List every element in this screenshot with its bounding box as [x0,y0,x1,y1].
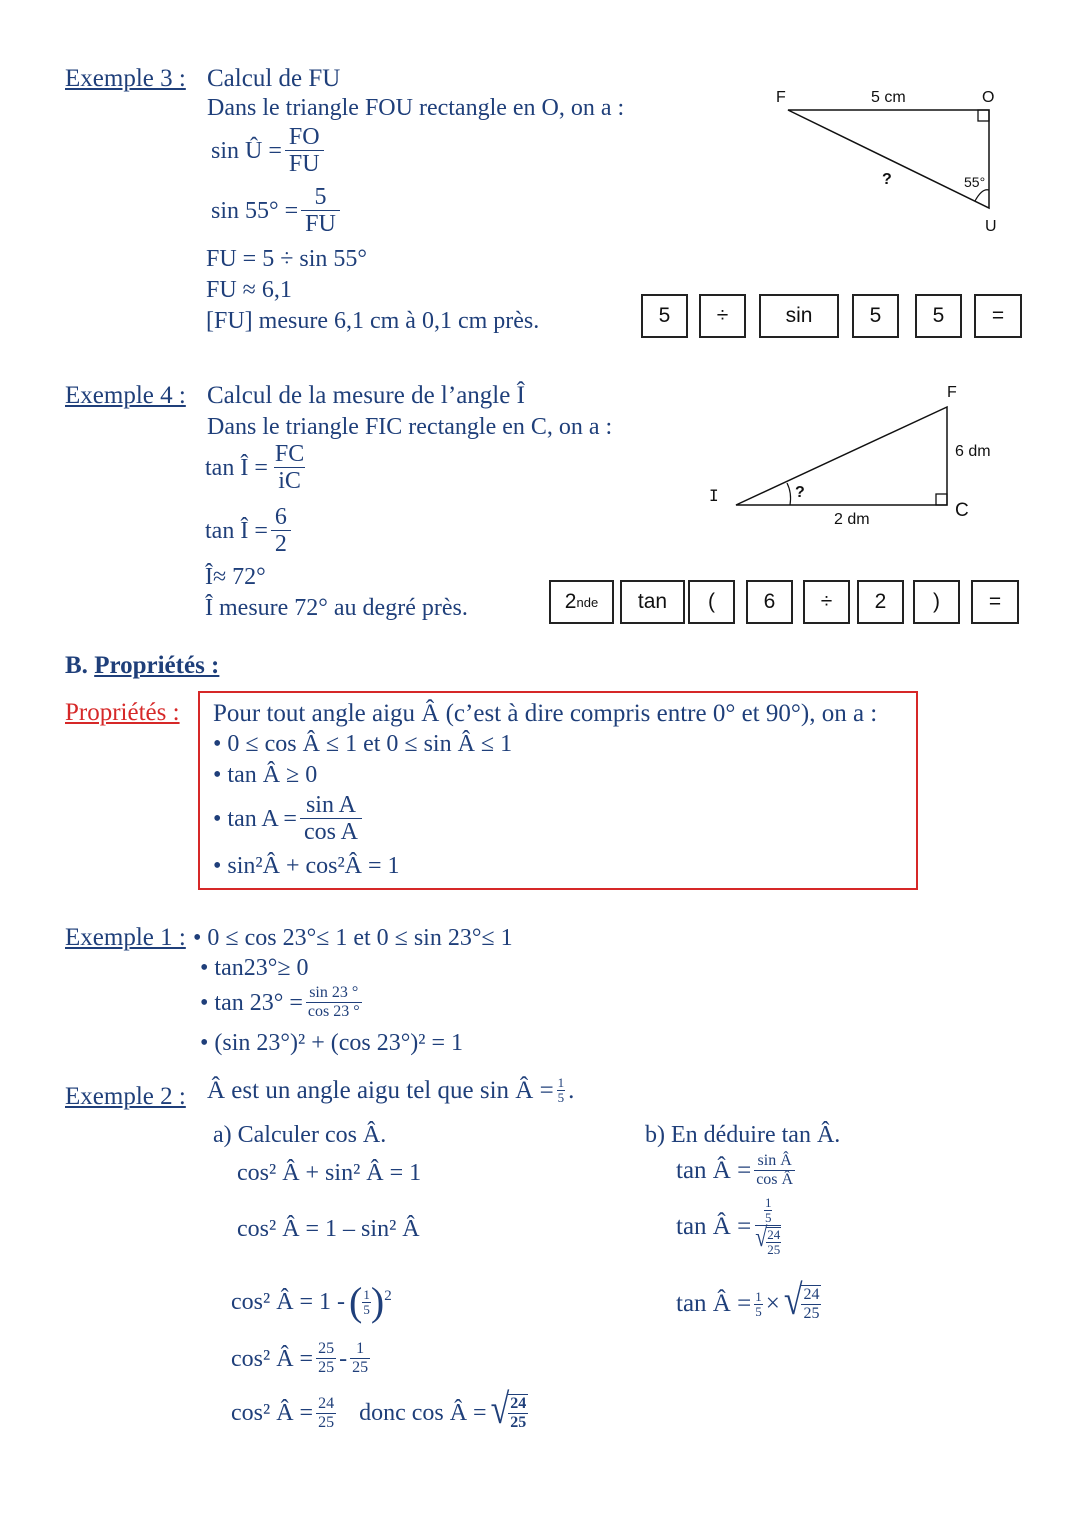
calc-key-2: 2 [857,580,904,624]
part-b-line-2 [676,1196,781,1257]
example-1-line-1: • 0 ≤ cos 23°≤ 1 et 0 ≤ sin 23°≤ 1 [193,925,513,951]
denominator: 2 [271,530,291,557]
numerator: 1 [755,1288,762,1304]
vertex-u-label: U [985,218,997,235]
denominator: FU [301,210,340,237]
denominator: cos Â [756,1171,794,1188]
example-1-line-4: • (sin 23°)² + (cos 23°)² = 1 [200,1030,464,1056]
calc-key-sin: sin [759,294,839,338]
fraction [271,504,291,557]
numerator: 24 [803,1286,820,1303]
calc-key-tan: tan [620,580,685,624]
formula-lhs: tan Â = [676,1156,752,1184]
denominator: FU [285,150,324,177]
denominator: 5 [755,1303,762,1319]
section-title: Propriétés : [94,652,220,679]
part-b-line-3 [676,1277,821,1324]
denominator: 5 [363,1301,370,1317]
calc-key-equals: = [971,580,1019,624]
property-cos-sin-range: • 0 ≤ cos Â ≤ 1 et 0 ≤ sin Â ≤ 1 [213,731,513,757]
numerator: 24 [318,1394,335,1412]
example-1-label: Exemple 1 : [65,924,186,951]
denominator: 25 [510,1414,527,1431]
fraction [508,1395,528,1432]
times-sign: × [765,1290,780,1317]
formula-lhs: • tan 23° = [200,989,303,1016]
formula-lhs: cos² Â = [231,1400,314,1426]
numerator: sin A [305,792,356,818]
fraction [271,441,308,494]
vertex-c-label: C [955,500,969,521]
example-3-conclusion: [FU] mesure 6,1 cm à 0,1 cm près. [206,308,540,334]
section-b-heading [65,652,219,680]
numerator: sin Â [757,1152,792,1169]
square-root: √ $\frac{24}{25}$ [783,1277,820,1324]
denominator: 25 [318,1413,335,1431]
intro-text: Â est un angle aigu tel que sin Â = [207,1076,554,1104]
conclusion-text: donc cos Â = [359,1400,487,1426]
fraction [362,1288,371,1317]
fraction [766,1228,781,1257]
calc-key-close-paren: ) [913,580,960,624]
denominator: 25 [318,1359,335,1376]
properties-intro: Pour tout angle aigu Â (c’est à dire compris entre 0° et 90°), on a : [213,700,878,727]
example-3-title: Calcul de FU [207,65,341,92]
denominator: iC [274,467,305,494]
part-b-line-1 [676,1152,798,1189]
formula-lhs: sin 55° = [211,197,299,224]
formula-lhs: • tan A = [213,805,297,832]
formula-lhs: tan Â = [676,1290,752,1317]
calc-key-5b: 5 [852,294,899,338]
example-1-line-2: • tan23°≥ 0 [200,955,309,981]
calc-key-5: 5 [641,294,688,338]
numerator: 1 [557,1075,565,1090]
square-root: √ $\frac{24}{25}$ [755,1220,781,1257]
example-4-label: Exemple 4 : [65,382,186,409]
calc-key-2nde [549,580,614,624]
denominator: 25 [352,1359,369,1376]
side-fo-length: 5 cm [871,89,906,106]
denominator: 5 [764,1210,772,1225]
formula-lhs: sin Û = [211,137,282,164]
numerator: 5 [314,184,327,210]
denominator: cos 23 ° [307,1003,360,1020]
numerator: 24 [510,1395,527,1412]
example-4-tan-values [205,504,294,557]
numerator: FC [274,441,305,467]
example-4-conclusion: Î mesure 72° au degré près. [205,595,468,621]
numerator: 1 [356,1340,365,1357]
vertex-o-label: O [982,89,995,106]
fraction [557,1076,566,1105]
example-4-intro: Dans le triangle FIC rectangle en C, on a : [207,414,613,440]
fraction [300,792,362,845]
part-a-line-2: cos² Â = 1 – sin² Â [237,1216,420,1242]
denominator: 5 [557,1090,565,1105]
hypotenuse-unknown: ? [882,171,892,188]
calc-key-open-paren: ( [688,580,735,624]
angle-i-unknown: ? [795,484,805,501]
example-3-intro: Dans le triangle FOU rectangle en O, on a : [207,95,625,121]
exponent: 2 [384,1288,392,1304]
fraction [306,984,362,1021]
example-1-tan-ratio [200,984,365,1021]
section-number: B. [65,652,88,679]
part-a-line-1: cos² Â + sin² Â = 1 [237,1160,422,1186]
vertex-f-label: F [776,89,786,106]
angle-u-label: 55° [964,174,986,190]
fraction [754,1290,763,1319]
denominator: 25 [803,1305,820,1322]
example-3-sin-formula [211,124,327,177]
example-3-line-4: FU ≈ 6,1 [206,277,292,303]
properties-label: Propriétés : [65,699,180,726]
fraction [754,1152,795,1189]
property-pythagorean-identity: • sin²Â + cos²Â = 1 [213,853,400,879]
part-a-line-4: cos² Â = $\frac{25}{25}$ - $\frac{1}{25}$ [231,1340,369,1376]
example-3-label: Exemple 3 : [65,65,186,92]
part-a-line-3: cos² Â = 1 - ( $\frac{1}{5}$ ) 2 [231,1279,392,1324]
denominator: cos A [300,818,362,845]
property-tan-positive: • tan Â ≥ 0 [213,762,318,788]
side-fc-length: 6 dm [955,443,991,460]
fraction [301,184,340,237]
calc-key-6: 6 [746,580,793,624]
side-ic-length: 2 dm [834,511,870,528]
numerator: sin 23 ° [309,984,359,1001]
numerator: 1 [764,1195,772,1210]
formula-lhs: cos² Â = 1 - [231,1289,346,1315]
example-4-approx: Î≈ 72° [205,564,266,590]
formula-lhs: tan Â = [676,1212,752,1240]
calc-key-equals: = [974,294,1022,338]
fraction [316,1395,336,1432]
denominator: 25 [767,1242,781,1257]
part-a-line-5 [231,1386,528,1433]
fraction [350,1340,370,1377]
fraction [801,1286,821,1323]
formula-lhs: tan Î = [205,454,268,481]
formula-lhs: tan Î = [205,517,268,544]
formula-lhs: cos² Â = [231,1345,314,1372]
fraction-bar [755,1220,781,1257]
compound-fraction [755,1196,781,1257]
numerator: FO [288,124,320,150]
square-root: √ $\frac{24}{25}$ [490,1386,527,1433]
vertex-f-label: F [947,384,957,401]
example-2-label: Exemple 2 : [65,1083,186,1110]
numerator: 1 [363,1286,370,1302]
calc-key-divide: ÷ [699,294,746,338]
example-4-tan-formula [205,441,311,494]
example-2-intro: Â est un angle aigu tel que sin Â = $\frac{1}{5}$ . [207,1075,575,1105]
key-superscript: nde [576,594,599,610]
numerator: 24 [767,1227,781,1242]
example-4-title: Calcul de la mesure de l’angle Î [207,382,525,409]
calc-key-divide: ÷ [803,580,850,624]
numerator: 6 [274,504,287,530]
question-a: a) Calculer cos Â. [213,1122,387,1148]
numerator: 25 [318,1340,335,1357]
example-3-sin55-formula [211,184,343,237]
vertex-i-label: I [709,486,719,505]
calc-key-5c: 5 [915,294,962,338]
key-text: 2 [564,590,577,613]
example-3-line-3: FU = 5 ÷ sin 55° [206,246,367,272]
question-b: b) En déduire tan Â. [645,1122,841,1148]
property-tan-ratio [213,792,365,845]
fraction [285,124,324,177]
triangle-fic-diagram [720,395,970,525]
fraction [316,1340,336,1377]
